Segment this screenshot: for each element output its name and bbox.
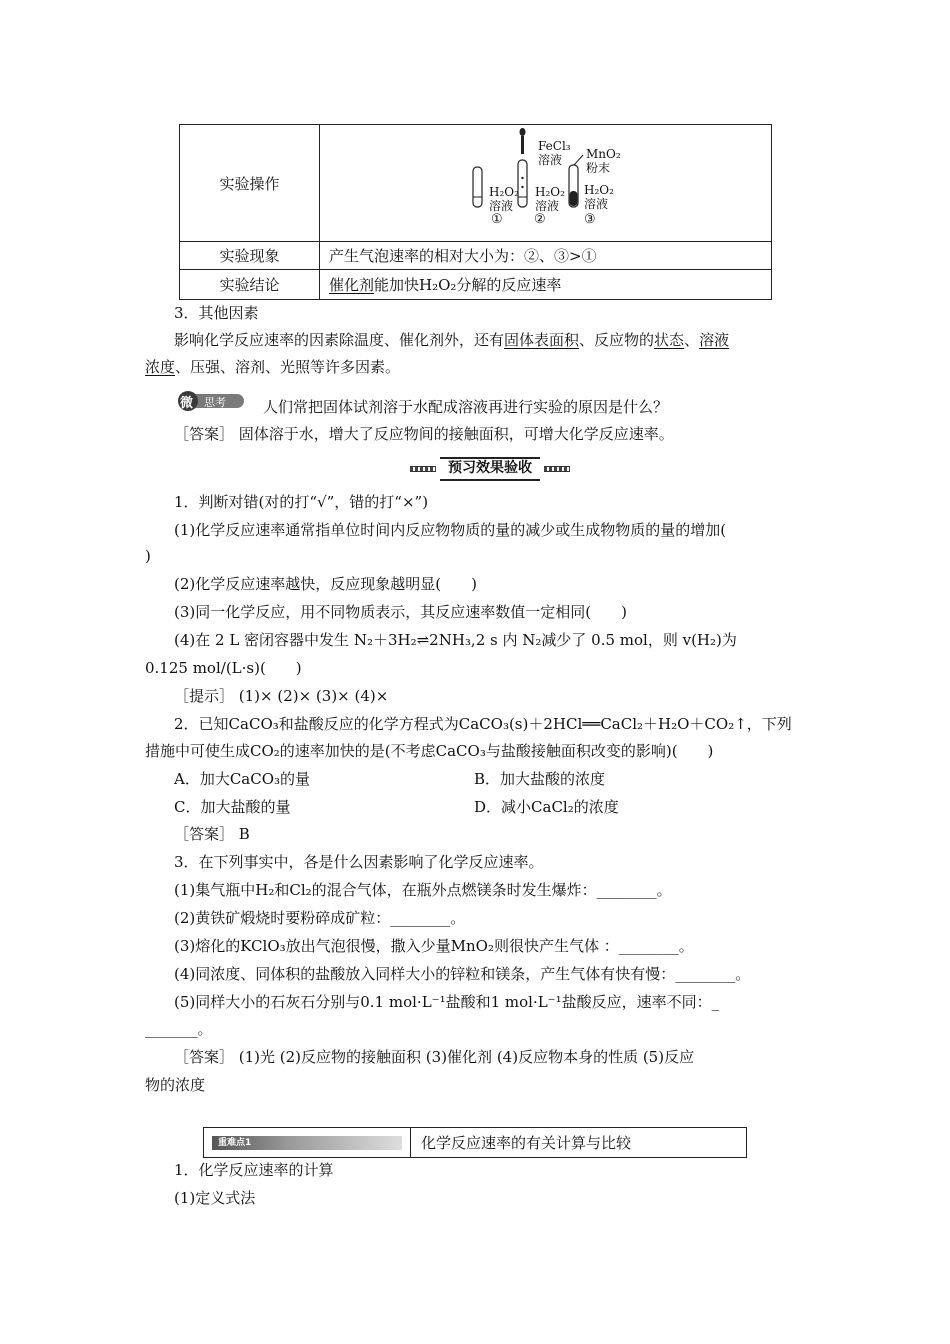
- q3-item1: (1)集气瓶中H₂和Cl₂的混合气体，在瓶外点燃镁条时发生爆炸：________。: [174, 881, 672, 899]
- q1-item1: (1)化学反应速率通常指单位时间内反应物物质的量的减少或生成物物质的量的增加(: [174, 521, 727, 539]
- q2-line1: 2．已知CaCO₃和盐酸反应的化学方程式为CaCO₃(s)＋2HCl══CaCl₂＋H₂O＋CO₂↑，下列: [174, 715, 792, 733]
- experiment-diagram-cell: [320, 125, 772, 242]
- think-question: 人们常把固体试剂溶于水配成溶液再进行实验的原因是什么？: [263, 398, 669, 416]
- row-value-phenomenon: 产生气泡速率的相对大小为：②、③>①: [320, 242, 772, 270]
- experiment-table: [179, 124, 772, 300]
- key-point-tag-cell: [204, 1128, 411, 1158]
- banner-title: 预习效果验收: [440, 457, 540, 481]
- tail-heading2: (1)定义式法: [174, 1189, 256, 1207]
- tube-number-1: ①: [491, 212, 503, 227]
- section3-heading: 3．其他因素: [174, 304, 259, 322]
- tube-number-3: ③: [584, 212, 596, 227]
- tube-number-2: ②: [534, 212, 546, 227]
- row-label-operation: 实验操作: [180, 125, 320, 242]
- tube2-label: H₂O₂ 溶液: [535, 185, 565, 213]
- q3-answer: ［答案］ (1)光 (2)反应物的接触面积 (3)催化剂 (4)反应物本身的性质 (5)反应: [174, 1048, 695, 1066]
- section-banner: [410, 457, 570, 479]
- q2-option-a: A．加大CaCO₃的量: [174, 770, 311, 788]
- catalyst-term: 催化剂: [329, 276, 375, 294]
- q2-line2: 措施中可使生成CO₂的速率加快的是(不考虑CaCO₃与盐酸接触面积改变的影响)( ): [145, 742, 714, 760]
- q3-answer-cont: 物的浓度: [145, 1076, 206, 1094]
- mno2-label: MnO₂ 粉末: [586, 147, 621, 175]
- q1-item2: (2)化学反应速率越快，反应现象越明显( ): [174, 575, 477, 593]
- q1-item4-cont: 0.125 mol/(L·s)( ): [145, 659, 302, 677]
- q3-item3: (3)熔化的KClO₃放出气泡很慢，撒入少量MnO₂则很快产生气体 ：________。: [174, 937, 694, 955]
- tail-heading1: 1．化学反应速率的计算: [174, 1161, 334, 1179]
- section3-paragraph-line2: 浓度、压强、溶剂、光照等许多因素。: [145, 358, 401, 376]
- think-answer: ［答案］ 固体溶于水，增大了反应物间的接触面积，可增大化学反应速率。: [174, 425, 674, 443]
- row-label-phenomenon: 实验现象: [180, 242, 320, 270]
- tube1-label: H₂O₂ 溶液: [489, 185, 519, 213]
- q1-item4: (4)在 2 L 密闭容器中发生 N₂＋3H₂⇌2NH₃,2 s 内 N₂减少了 0.5 mol，则 v(H₂)为: [174, 631, 737, 649]
- q1-item1-cont: ): [145, 547, 151, 565]
- q1-hint: ［提示］ (1)× (2)× (3)× (4)×: [174, 687, 389, 705]
- q2-option-b: B．加大盐酸的浓度: [474, 770, 606, 788]
- row-label-conclusion: 实验结论: [180, 270, 320, 300]
- fecl3-label: FeCl₃ 溶液: [538, 139, 571, 167]
- think-badge: 微 思考: [176, 391, 246, 411]
- q3-item2: (2)黄铁矿煅烧时要粉碎成矿粒：________。: [174, 909, 466, 927]
- q2-option-d: D．减小CaCl₂的浓度: [474, 798, 619, 816]
- tube3-label: H₂O₂ 溶液: [584, 183, 614, 211]
- key-point-tag: 重难点1: [218, 1137, 252, 1148]
- q1-title: 1．判断对错(对的打“√”，错的打“×”): [174, 493, 429, 511]
- q3-item4: (4)同浓度、同体积的盐酸放入同样大小的锌粒和镁条，产生气体有快有慢：________。: [174, 965, 751, 983]
- key-point-title: 化学反应速率的有关计算与比较: [411, 1128, 747, 1158]
- row-value-conclusion: 催化剂能加快H₂O₂分解的反应速率: [320, 270, 772, 300]
- q3-item5: (5)同样大小的石灰石分别与0.1 mol·L⁻¹盐酸和1 mol·L⁻¹盐酸反应，速率不同：_: [174, 993, 720, 1011]
- q3-title: 3．在下列事实中，各是什么因素影响了化学反应速率。: [174, 853, 544, 871]
- key-point-box: [203, 1127, 747, 1158]
- q2-answer: ［答案］ B: [174, 825, 250, 843]
- q2-option-c: C．加大盐酸的量: [174, 798, 291, 816]
- section3-paragraph-line1: 影响化学反应速率的因素除温度、催化剂外，还有固体表面积、反应物的状态、溶液: [174, 331, 730, 349]
- q1-item3: (3)同一化学反应，用不同物质表示，其反应速率数值一定相同( ): [174, 603, 627, 621]
- q3-item5-cont: _______。: [145, 1020, 213, 1038]
